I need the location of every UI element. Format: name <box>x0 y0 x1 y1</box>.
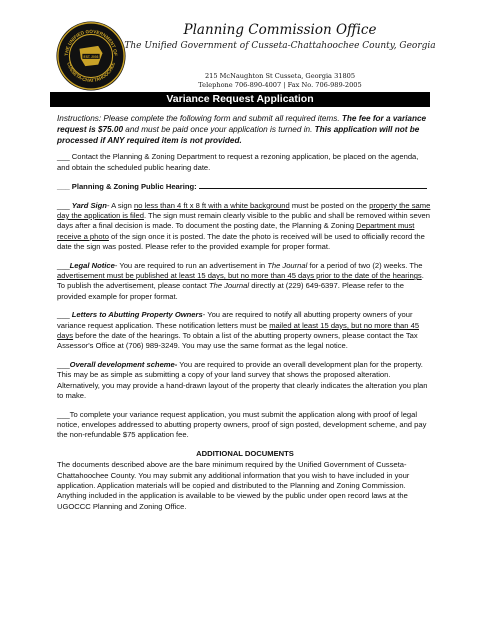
additional-documents-heading: ADDITIONAL DOCUMENTS <box>196 448 294 458</box>
office-title: Planning Commission Office <box>183 22 377 38</box>
seal-text-bottom: CUSSETA-CHATTAHOOCHEE <box>66 61 116 83</box>
instructions: Instructions: Please complete the following form and submit all required items. The fee for a variance request is $75.00 and must be paid once your application is turned in. This application will not be processed if ANY required item is not provided. <box>57 114 427 145</box>
item-public-hearing: ___ Planning & Zoning Public Hearing: <box>57 181 433 192</box>
item-yard-sign: ___ Yard Sign- A sign no less than 4 ft x 8 ft with a white background must be posted on the property the same day the application is filed. The sign must remain clearly visible to the public and shall be removed within seven days after a final decision is made. To document the posting date, the Planning & Zoning Department must receive a photo of the sign once it is posted. The date the photo is received will be used to officially record the date the sign was posted. Please refer to the provided example for proper format. <box>57 200 431 252</box>
item-abutting-letters: ___ Letters to Abutting Property Owners- You are required to notify all abutting property owners of your variance request application. These notification letters must be mailed at least 15 days, but no more than 45 days before the date of the hearings. To obtain a list of the abutting property owners, please contact the Tax Assessor's Office at (706) 989-3249. You may use the same format as the legal notice. <box>57 310 420 351</box>
item-contact-department: ___ Contact the Planning & Zoning Department to request a rezoning application, be placed on the agenda, and obtain the scheduled public hearing date. <box>57 152 419 172</box>
form-body <box>57 114 433 520</box>
office-phone-fax: Telephone 706-890-4007 | Fax No. 706-989-2005 <box>198 81 362 89</box>
yard-sign-label: Yard Sign <box>71 200 107 210</box>
additional-documents-text: The documents described above are the bare minimum required by the Unified Government of Cusseta-Chattahoochee County. You may submit any additional information that you wish to have included in your application. Application materials will be copied and distributed to the Planning and Zoning Commission. Anything included in the application is available to be viewed by the public under open record laws at the UGOCCC Planning and Zoning Office. <box>57 460 410 511</box>
legal-notice-label: Legal Notice <box>69 260 115 270</box>
seal-year: EST. 2003 <box>83 54 99 59</box>
form-title: Variance Request Application <box>50 92 430 107</box>
development-label: Overall development scheme- <box>69 359 178 369</box>
letters-label: Letters to Abutting Property Owners <box>71 310 203 320</box>
office-address: 215 McNaughton St Cusseta, Georgia 31805 <box>204 72 356 80</box>
seal-text-top: THE UNIFIED GOVERNMENT OF <box>63 28 119 56</box>
item-development-scheme: ___Overall development scheme- You are required to provide an overall development plan for the property. This may be as simple as submitting a copy of your land survey that shows the proposed alteration. Alternatively, you may provide a hand-drawn layout of the property that clearly indicates the alteration you plan to make. <box>57 359 428 401</box>
government-name: The Unified Government of Cusseta-Chattahoochee County, Georgia <box>124 41 436 51</box>
item-legal-notice: ___Legal Notice- You are required to run an advertisement in The Journal for a period of two (2) weeks. The advertisement must be published at least 15 days, but no more than 45 days prior to the date of the hearings. To publish the advertisement, please contact The Journal directly at (229) 649-6397. Please refer to the provided example for proper format. <box>57 260 424 301</box>
item-complete-application: ___To complete your variance request application, you must submit the application along with proof of legal notice, envelopes addressed to abutting property owners, proof of sign posted, development scheme, and pay the non-refundable $75 application fee. <box>57 409 427 440</box>
hearing-date-field[interactable] <box>199 181 427 189</box>
